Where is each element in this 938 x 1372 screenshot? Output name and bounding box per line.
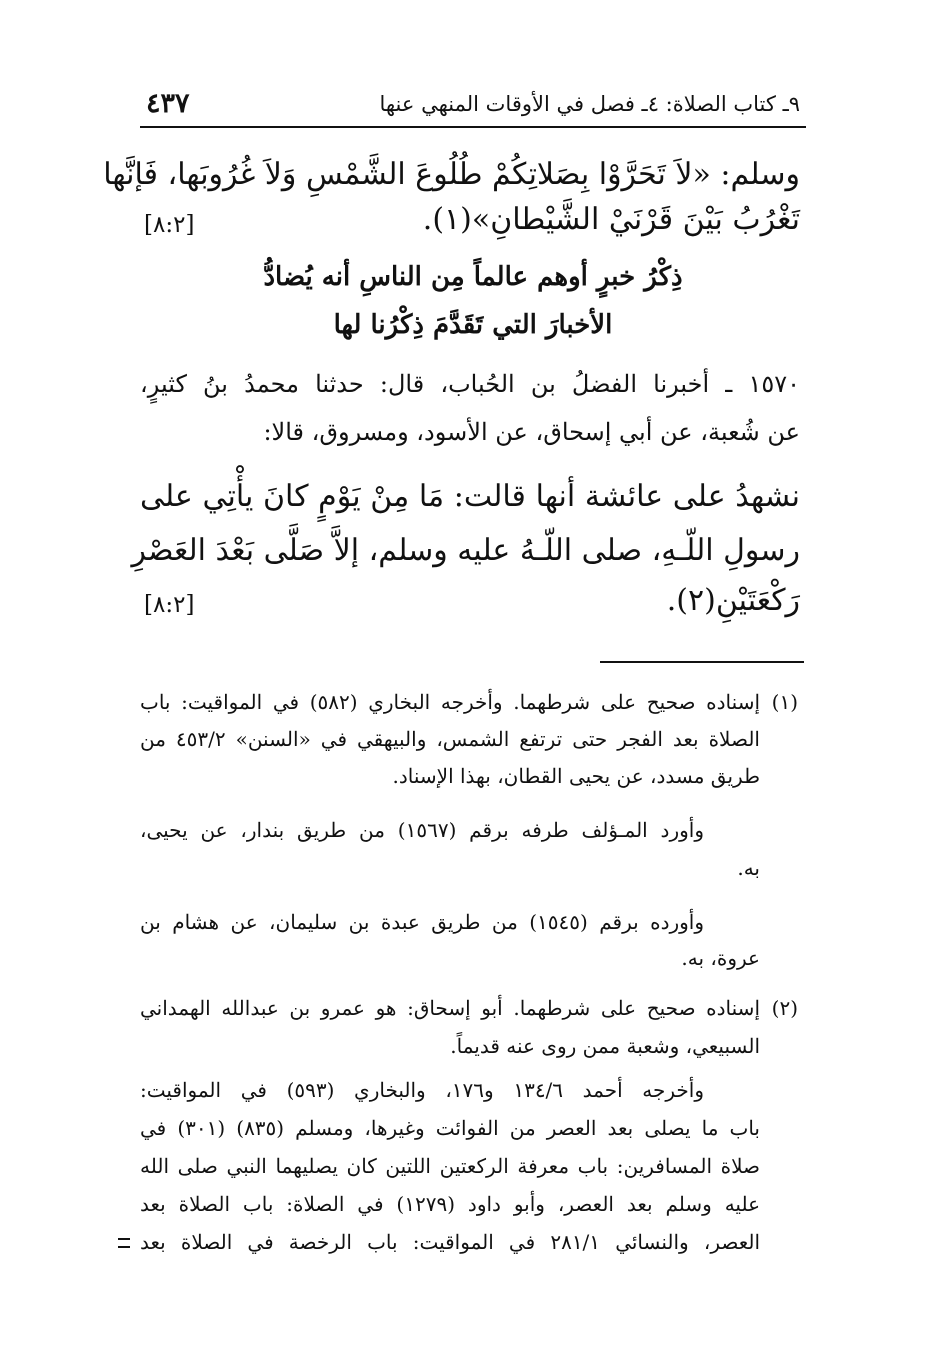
footnote-1-line-2: الصلاة بعد الفجر حتى ترتفع الشمس، والبيهقي في «السنن» ٤٥٣/٢ من [140, 727, 760, 751]
reference-1: [٨:٢] [144, 212, 195, 238]
matn-line-3: رَكْعَتَيْنِ(٢). [666, 583, 800, 618]
footnote-1-para-3-line-1: وأورده برقم (١٥٤٥) من طريق عبدة بن سليمان، عن هشام بن [140, 910, 705, 934]
footnote-2-para-2-line-2: باب ما يصلى بعد العصر من الفوائت وغيرها، ومسلم (٨٣٥) (٣٠١) في [140, 1116, 761, 1140]
matn-line-1: نشهدُ على عائشة أنها قالت: مَا مِنْ يَوْمٍ كانَ يأْتِي على [140, 479, 800, 514]
footnote-2-number: (٢) [771, 996, 798, 1020]
continuation-mark [118, 1238, 130, 1248]
footnote-2-para-2-line-5: العصر، والنسائي ٢٨١/١ في المواقيت: باب الرخصة في الصلاة بعد [140, 1230, 760, 1254]
footnote-1-line-3: طريق مسدد، عن يحيى القطان، بهذا الإسناد. [392, 764, 760, 788]
main-line-1: وسلم: «لاَ تَحَرَّوْا بِصَلاتِكُمْ طُلُوعَ الشَّمْسِ وَلاَ غُرُوبَها، فَإنَّها [103, 157, 800, 192]
footnote-2-para-2-line-4: عليه وسلم بعد العصر، وأبو داود (١٢٧٩) في الصلاة: باب الصلاة بعد [140, 1192, 761, 1216]
footnote-rule [600, 661, 804, 663]
footnote-2-line-2: السبيعي، وشعبة ممن روى عنه قديماً. [450, 1034, 760, 1058]
isnad-line-1: ١٥٧٠ ـ أخبرنا الفضلُ بن الحُباب، قال: حدثنا محمدُ بنُ كثيرٍ، [140, 370, 800, 398]
footnote-2-para-2-line-1: وأخرجه أحمد ١٣٤/٦ و١٧٦، والبخاري (٥٩٣) في المواقيت: [140, 1078, 704, 1102]
footnote-2-para-2-line-3: صلاة المسافرين: باب معرفة الركعتين اللتين كان يصليهما النبي صلى الله [140, 1154, 760, 1178]
reference-2: [٨:٢] [144, 592, 195, 618]
footnote-1-para-3-line-2: عروة، به. [681, 946, 760, 970]
matn-line-2: رسولِ اللّـهِ، صلى اللّـهُ عليه وسلم، إلاَّ صَلَّى بَعْدَ العَصْرِ [131, 533, 800, 568]
isnad-line-2: عن شُعبة، عن أبي إسحاق، عن الأسود، ومسروق، قالا: [263, 418, 800, 446]
section-heading-line-1: ذِكْرُ خبرٍ أوهم عالماً مِن الناسِ أنه يُضادُّ [263, 262, 683, 292]
footnote-1-number: (١) [771, 690, 798, 714]
page-number: ٤٣٧ [146, 88, 190, 119]
header-rule [140, 126, 806, 128]
footnote-2-line-1: إسناده صحيح على شرطهما. أبو إسحاق: هو عمرو بن عبدالله الهمداني [140, 996, 760, 1020]
running-title: ٩ـ كتاب الصلاة: ٤ـ فصل في الأوقات المنهي عنها [379, 92, 800, 116]
footnote-1-para-2-line-1: وأورد المـؤلف طرفه برقم (١٥٦٧) من طريق بندار، عن يحيى، [140, 818, 704, 842]
footnote-1-line-1: إسناده صحيح على شرطهما. وأخرجه البخاري (٥٨٢) في المواقيت: باب [140, 690, 761, 714]
footnote-1-para-2-line-2: به. [737, 856, 760, 880]
section-heading-line-2: الأخبارَ التي تَقَدَّمَ ذِكْرُنا لها [333, 310, 613, 340]
main-line-2: تَغْرُبُ بَيْنَ قَرْنَيْ الشَّيْطانِ»(١). [422, 202, 800, 237]
